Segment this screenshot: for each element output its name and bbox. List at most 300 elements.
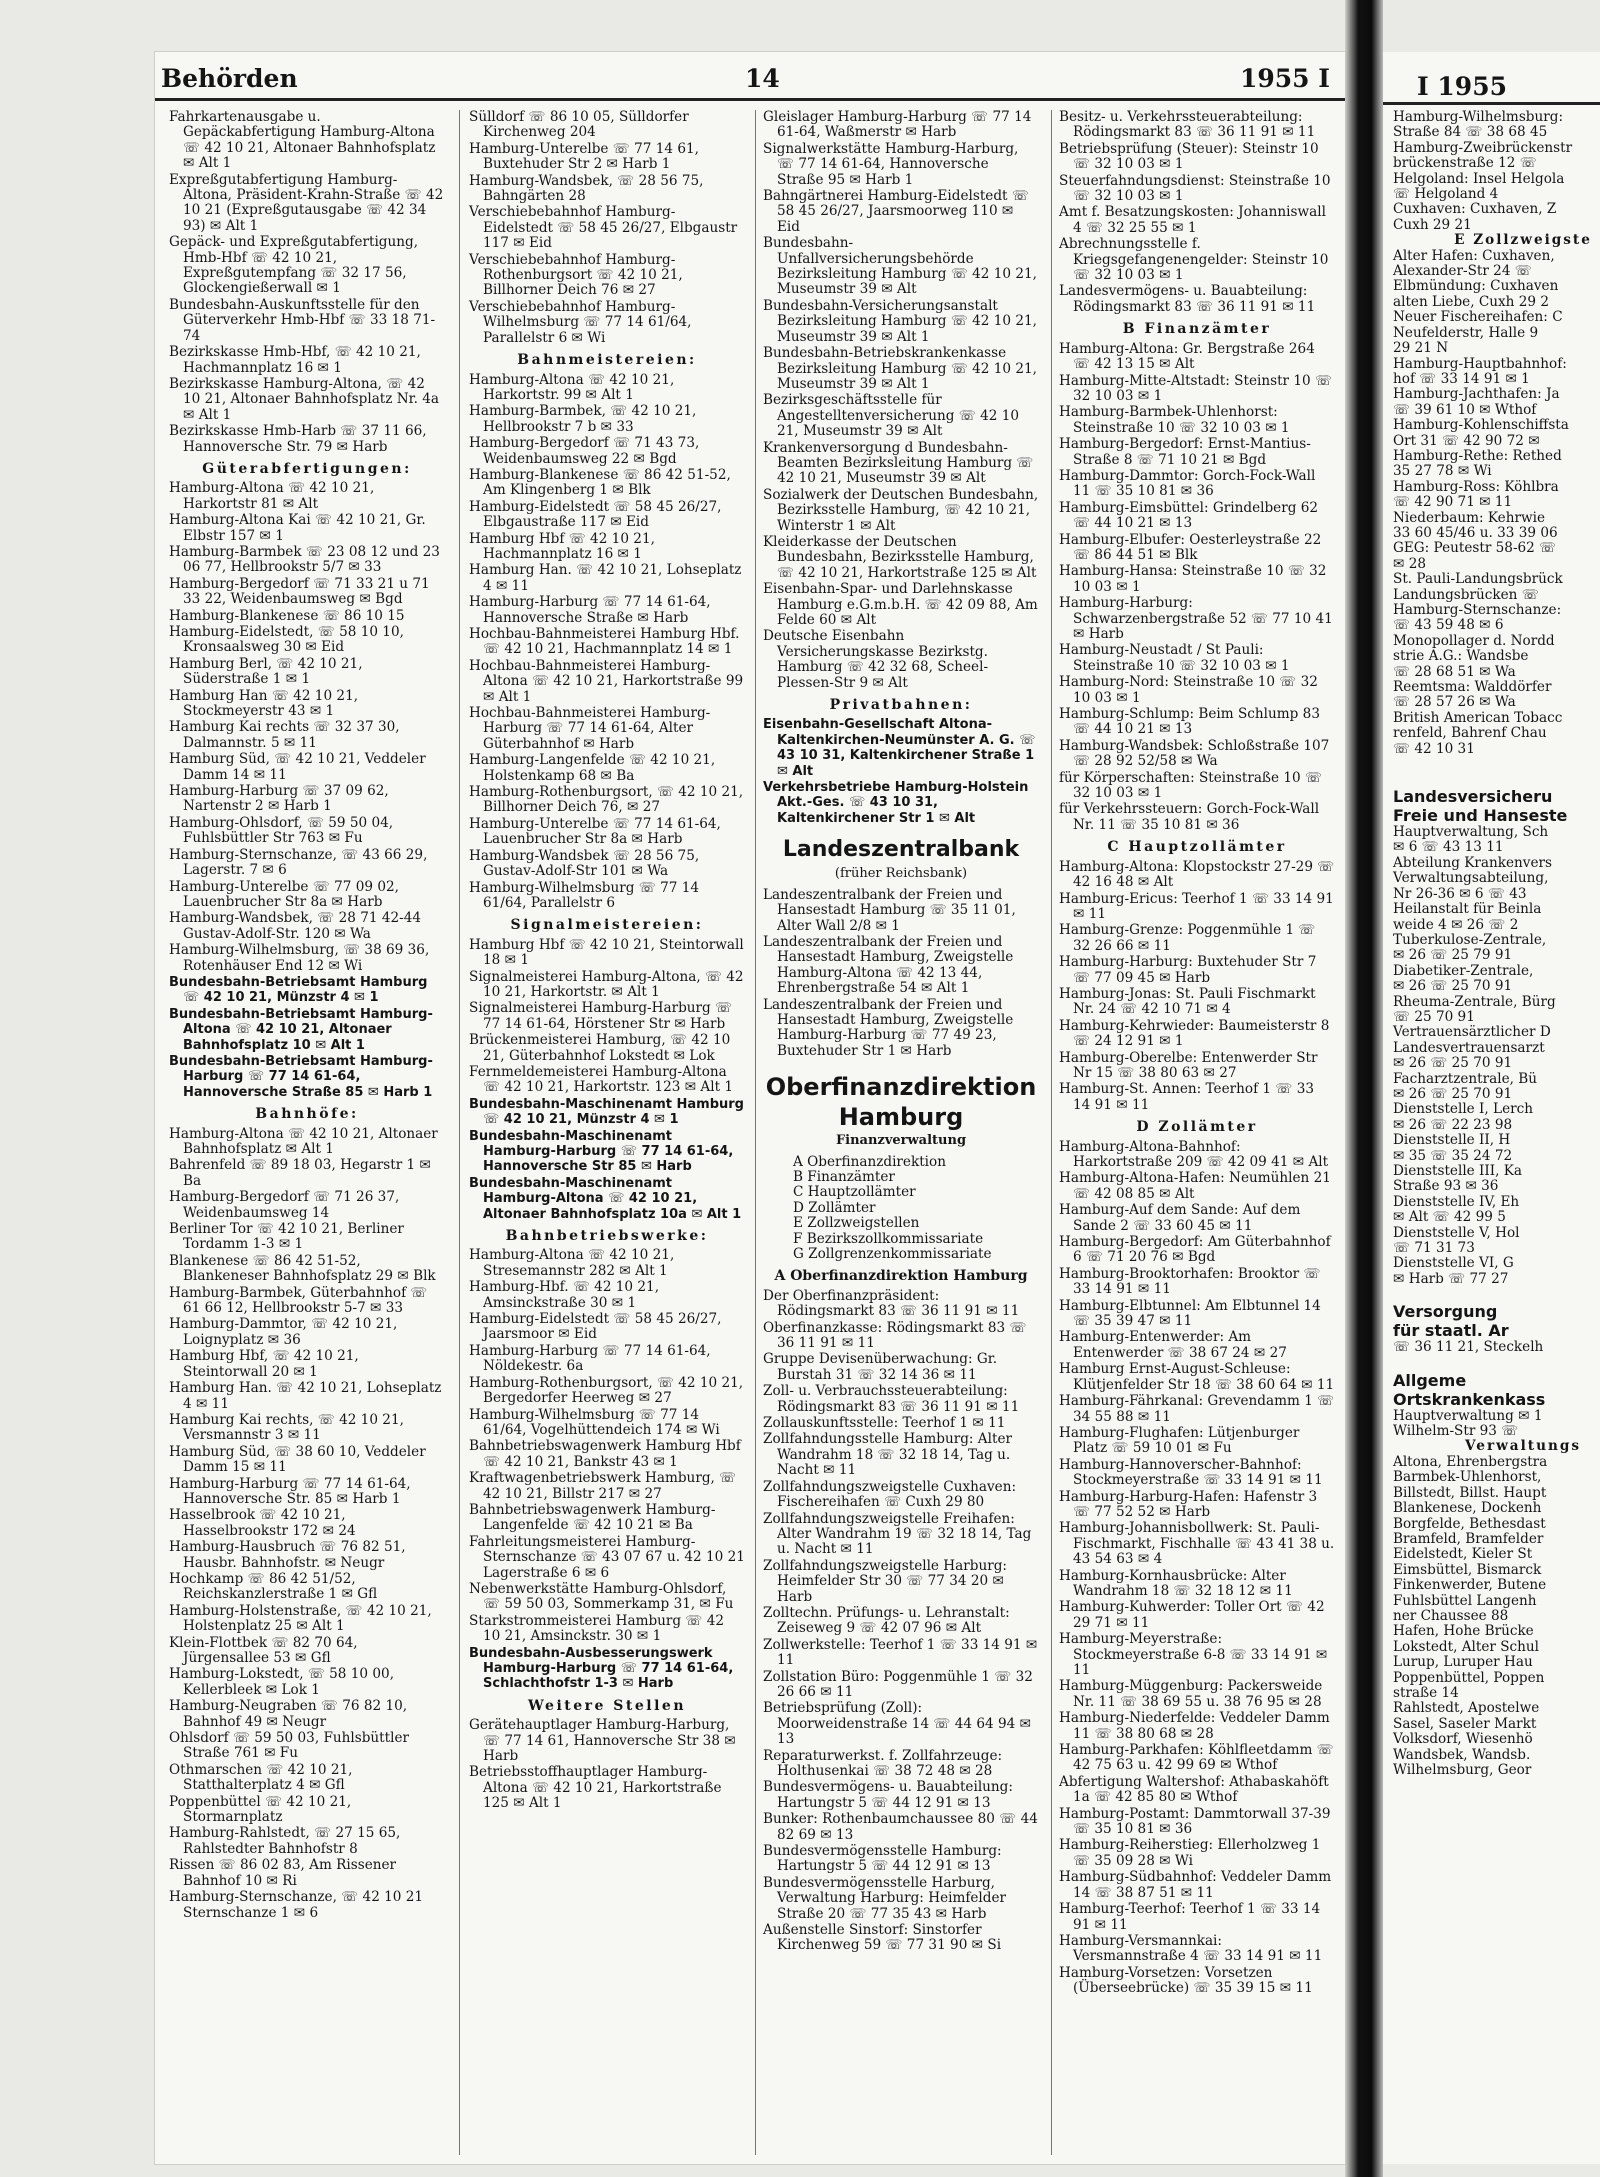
directory-entry: Hamburg Han ☏ 42 10 21, Stockmeyerstr 43 ✉ 1 [169, 687, 359, 720]
directory-entry: Hamburg-Rahlstedt, ☏ 27 15 65, Rahlstedter Bahnhofstr 8 [169, 1825, 401, 1857]
directory-entry: Hamburg-Wilhelmsburg, ☏ 38 69 36, Rotenhäuser End 12 ✉ Wi [169, 942, 430, 974]
directory-entry: Zollfahndungsstelle Hamburg: Alter Wandrahm 18 ☏ 32 18 14, Tag u. Nacht ✉ 11 [763, 1431, 1012, 1479]
section-heading: Güterabfertigungen: [202, 460, 412, 477]
adjacent-entry-fragment: ☏ 71 31 73 [1393, 1240, 1475, 1257]
directory-entry: Hamburg-Rothenburgsort, ☏ 42 10 21, Billhorner Deich 76, ✉ 27 [469, 784, 744, 816]
adjacent-heading: Allgeme [1393, 1370, 1467, 1390]
adjacent-entry-fragment: Dienststelle V, Hol [1393, 1224, 1520, 1241]
adjacent-entry-fragment: Hamburg-Ross: Köhlbra [1393, 478, 1559, 495]
adjacent-entry-fragment: Bramfeld, Bramfelder [1393, 1530, 1544, 1547]
directory-entry: Hochbau-Bahnmeisterei Hamburg-Altona ☏ 42 10 21, Harkortstraße 99 ✉ Alt 1 [469, 657, 744, 705]
adjacent-entry-fragment: ✉ 26 ☏ 25 79 91 [1393, 947, 1513, 964]
adjacent-entry-fragment: renfeld, Bahrenf Chau [1393, 725, 1547, 742]
directory-entry: Hamburg-St. Annen: Teerhof 1 ☏ 33 14 91 ✉ 11 [1059, 1081, 1315, 1113]
adjacent-entry-fragment: Hamburg-Kohlenschiffsta [1393, 417, 1569, 434]
directory-entry: Hamburg Kai rechts, ☏ 42 10 21, Versmannstr 3 ✉ 11 [169, 1411, 404, 1444]
directory-entry: Brückenmeisterei Hamburg, ☏ 42 10 21, Güterbahnhof Lokstedt ✉ Lok [469, 1032, 731, 1064]
page-header-year: 1955 I [1240, 64, 1330, 93]
directory-entry: Zollfahndungszweigstelle Harburg: Heimfelder Str 30 ☏ 77 34 20 ✉ Harb [763, 1557, 1007, 1605]
directory-entry: Hamburg-Versmannkai: Versmannstraße 4 ☏ 33 14 91 ✉ 11 [1059, 1932, 1323, 1965]
directory-entry: Hamburg-Reiherstieg: Ellerholzweg 1 ☏ 35 09 28 ✉ Wi [1059, 1837, 1321, 1869]
adjacent-entry-fragment: Wilhelmsburg, Geor [1393, 1762, 1532, 1778]
directory-entry: Hamburg-Harburg ☏ 37 09 62, Nartenstr 2 ✉ Harb 1 [169, 783, 389, 815]
directory-entry: Sülldorf ☏ 86 10 05, Sülldorfer Kirchenweg 204 [469, 109, 689, 141]
directory-entry: Hamburg-Altona-Hafen: Neumühlen 21 ☏ 42 08 85 ✉ Alt [1059, 1170, 1331, 1202]
directory-entry: Hamburg-Barmbek-Uhlenhorst: Steinstraße 10 ☏ 32 10 03 ✉ 1 [1059, 404, 1290, 436]
directory-entry: Hamburg-Bergedorf: Ernst-Mantius-Straße 8 ☏ 71 10 21 ✉ Bgd [1059, 436, 1311, 468]
directory-entry: Signalmeisterei Hamburg-Altona, ☏ 42 10 21, Harkortstr. ✉ Alt 1 [469, 968, 744, 1000]
directory-entry: Hamburg-Oberelbe: Entenwerder Str Nr 15 ☏ 38 80 63 ✉ 27 [1059, 1049, 1318, 1081]
directory-entry: Hamburg-Schlump: Beim Schlump 83 ☏ 44 10 21 ✉ 13 [1059, 706, 1320, 738]
adjacent-entry-fragment: British American Tobacc [1393, 709, 1563, 726]
directory-entry: Hamburg-Elbtunnel: Am Elbtunnel 14 ☏ 35 39 47 ✉ 11 [1059, 1297, 1321, 1330]
directory-entry: Klein-Flottbek ☏ 82 70 64, Jürgensallee 53 ✉ Gfl [169, 1634, 358, 1666]
directory-entry: Hamburg-Meyerstraße: Stockmeyerstraße 6-8 ☏ 33 14 91 ✉ 11 [1059, 1631, 1328, 1678]
adjacent-entry-fragment: Hamburg-Jachthafen: Ja [1393, 386, 1560, 403]
adjacent-heading: Freie und Hanseste [1393, 806, 1568, 826]
directory-entry: Hamburg-Dammtor, ☏ 42 10 21, Loignyplatz ✉ 36 [169, 1316, 398, 1348]
directory-entry: Gerätehauptlager Hamburg-Harburg, ☏ 77 14 61, Hannoversche Str 38 ✉ Harb [469, 1717, 736, 1765]
directory-entry: Hamburg Ernst-August-Schleuse: Klütjenfelder Str 18 ☏ 38 60 64 ✉ 11 [1059, 1361, 1335, 1393]
adjacent-entry-fragment: Dienststelle II, H [1393, 1132, 1511, 1149]
directory-entry: Fahrleitungsmeisterei Hamburg-Sternschanze ☏ 43 07 67 u. 42 10 21 Lagerstraße 6 ✉ 6 [469, 1533, 745, 1581]
directory-entry: Hamburg-Neugraben ☏ 76 82 10, Bahnhof 49 ✉ Neugr [169, 1698, 408, 1730]
column-divider [459, 110, 460, 2155]
directory-entry: Abrechnungsstelle f. Kriegsgefangenengelder: Steinstr 10 ☏ 32 10 03 ✉ 1 [1059, 236, 1329, 284]
directory-entry: Amt f. Besatzungskosten: Johanniswall 4 ☏ 32 25 55 ✉ 1 [1059, 204, 1326, 236]
directory-entry: Hamburg-Parkhafen: Köhlfleetdamm ☏ 42 75 63 u. 42 99 69 ✉ Wthof [1059, 1742, 1334, 1774]
directory-entry: Berliner Tor ☏ 42 10 21, Berliner Tordamm 1-3 ✉ 1 [169, 1221, 404, 1253]
adjacent-entry-fragment: Dienststelle I, Lerch [1393, 1101, 1533, 1118]
directory-entry: Hamburg-Unterelbe ☏ 77 14 61, Buxtehuder Str 2 ✉ Harb 1 [469, 140, 699, 173]
directory-entry: für Körperschaften: Steinstraße 10 ☏ 32 10 03 ✉ 1 [1059, 769, 1322, 802]
directory-entry: Gleislager Hamburg-Harburg ☏ 77 14 61-64, Waßmerstr ✉ Harb [763, 109, 1032, 141]
adjacent-entry-fragment: Alter Hafen: Cuxhaven, [1393, 247, 1555, 264]
directory-entry: Der Oberfinanzpräsident: Rödingsmarkt 83 ☏ 36 11 91 ✉ 11 [763, 1287, 1020, 1320]
directory-entry: Hamburg-Altona ☏ 42 10 21, Stresemannstr 282 ✉ Alt 1 [469, 1247, 675, 1279]
section-heading: Bahnmeistereien: [517, 352, 697, 369]
lzb-subtitle: (früher Reichsbank) [834, 866, 968, 882]
adjacent-entry-fragment: Altona, Ehrenbergstra [1393, 1453, 1548, 1470]
directory-entry: Hamburg-Barmbek ☏ 23 08 12 und 23 06 77, Hellbrookstr 5/7 ✉ 33 [169, 543, 440, 576]
adjacent-entry-fragment: ✉ 35 ☏ 35 24 72 [1393, 1147, 1513, 1164]
directory-entry: Hamburg-Eidelstedt, ☏ 58 10 10, Kronsaalsweg 30 ✉ Eid [169, 624, 404, 656]
ofd-subtitle: Finanzverwaltung [835, 1133, 967, 1149]
directory-entry: Hamburg-Flughafen: Lütjenburger Platz ☏ 59 10 01 ✉ Fu [1059, 1424, 1300, 1457]
adjacent-header-rule [1383, 102, 1600, 105]
directory-entry: Hamburg-Altona ☏ 42 10 21, Harkortstr 81 ✉ Alt [169, 480, 375, 512]
adjacent-heading: Ortskrankenkass [1393, 1389, 1546, 1409]
directory-entry: Hamburg Hbf ☏ 42 10 21, Hachmannplatz 16 ✉ 1 [469, 530, 655, 562]
ofd-title-line1: Oberfinanzdirektion [765, 1073, 1037, 1102]
directory-entry: Hamburg-Harburg ☏ 77 14 61-64, Hannoversche Str. 85 ✉ Harb 1 [169, 1475, 411, 1507]
directory-entry: für Verkehrssteuern: Gorch-Fock-Wall Nr. 11 ☏ 35 10 81 ✉ 36 [1059, 801, 1320, 833]
adjacent-entry-fragment: Eidelstedt, Kieler St [1393, 1546, 1533, 1563]
adjacent-entry-fragment: weide 4 ✉ 26 ☏ 2 [1393, 916, 1519, 933]
directory-entry: Landeszentralbank der Freien und Hansestadt Hamburg, Zweigstelle Hamburg-Harburg ☏ 77 49 23, Buxtehuder Str 1 ✉ Harb [763, 996, 1014, 1059]
adjacent-entry-fragment: Diabetiker-Zentrale, [1393, 962, 1534, 979]
adjacent-entry-fragment: Dienststelle IV, Eh [1393, 1193, 1520, 1210]
page-number: 14 [745, 64, 780, 93]
ofd-category-item: A Oberfinanzdirektion [793, 1153, 946, 1170]
directory-entry: Deutsche Eisenbahn Versicherungskasse Bezirkstg. Hamburg ☏ 42 32 68, Scheel-Plessen-Str 9 ✉ Alt [763, 628, 989, 691]
adjacent-entry-fragment: Volksdorf, Wiesenhö [1393, 1731, 1533, 1748]
adjacent-entry-fragment: Lokstedt, Alter Schul [1393, 1638, 1540, 1655]
railway-institutions [763, 110, 1039, 826]
adjacent-entry-fragment: ner Chaussee 88 [1393, 1607, 1509, 1624]
adjacent-entry-fragment: ☏ 25 70 91 [1393, 1008, 1475, 1025]
adjacent-entry-fragment: Hamburg-Rethe: Rethed [1393, 447, 1562, 464]
directory-entry: Hamburg-Sternschanze, ☏ 43 66 29, Lagerstr. 7 ✉ 6 [169, 846, 428, 879]
adjacent-entry-fragment: ☏ 28 68 51 ✉ Wa [1393, 663, 1516, 680]
adjacent-entry-fragment: Hamburg-Zweibrückenstr [1393, 139, 1573, 156]
adjacent-entry-fragment: Poppenbüttel, Poppen [1393, 1669, 1545, 1686]
adjacent-entry-fragment: alten Liebe, Cuxh 29 2 [1393, 293, 1550, 310]
directory-entry: Verschiebebahnhof Hamburg-Wilhelmsburg ☏ 77 14 61/64, Parallelstr 6 ✉ Wi [469, 298, 692, 346]
adjacent-entry-fragment: Hauptverwaltung, Sch [1393, 824, 1549, 841]
directory-entry: Landeszentralbank der Freien und Hansestadt Hamburg, Zweigstelle Hamburg-Altona ☏ 42 13 44, Ehrenbergstraße 54 ✉ Alt 1 [763, 933, 1014, 997]
adjacent-entry-fragment: Alexander-Str 24 ☏ [1393, 263, 1532, 280]
header-rule [155, 98, 1345, 101]
directory-entry: Hamburg-Teerhof: Teerhof 1 ☏ 33 14 91 ✉ 11 [1059, 1901, 1321, 1933]
book-gutter [1345, 0, 1383, 2177]
directory-entry: Hamburg-Elbufer: Oesterleystraße 22 ☏ 86 44 51 ✉ Blk [1059, 531, 1322, 563]
directory-entry: Starkstrommeisterei Hamburg ☏ 42 10 21, Amsinckstr. 30 ✉ 1 [469, 1612, 725, 1645]
column-1 [169, 110, 445, 1922]
directory-entry: Hamburg-Barmbek, Güterbahnhof ☏ 61 66 12, Hellbrookstr 5-7 ✉ 33 [169, 1284, 428, 1317]
directory-entry: Hamburg-Wandsbek ☏ 28 56 75, Gustav-Adolf-Str 101 ✉ Wa [469, 847, 700, 880]
adjacent-entry-fragment: Hafen, Hohe Brücke [1393, 1623, 1534, 1640]
adjacent-entry-fragment: Reemtsma: Walddörfer [1393, 679, 1552, 696]
directory-entry: Bundesbahn-Auskunftsstelle für den Güterverkehr Hmb-Hbf ☏ 33 18 71-74 [169, 296, 436, 344]
directory-entry: Betriebsstoffhauptlager Hamburg-Altona ☏ 42 10 21, Harkortstraße 125 ✉ Alt 1 [469, 1764, 722, 1812]
directory-entry: Hamburg-Wilhelmsburg ☏ 77 14 61/64, Vogelhüttendeich 174 ✉ Wi [469, 1406, 720, 1438]
section-heading: Weitere Stellen [527, 1697, 687, 1714]
lzb-entries [763, 888, 1039, 1059]
ofd-category-list [763, 1155, 1039, 1263]
directory-entry: Hasselbrook ☏ 42 10 21, Hasselbrookstr 172 ✉ 24 [169, 1507, 356, 1539]
adjacent-section-heading: Verwaltungs [1465, 1438, 1581, 1455]
adjacent-entry-fragment: Billstedt, Billst. Haupt [1393, 1484, 1547, 1501]
adjacent-entry-fragment: Borgfelde, Bethesdast [1393, 1515, 1546, 1532]
adjacent-entry-fragment: Cuxhaven: Cuxhaven, Z [1393, 201, 1557, 218]
directory-entry: Hamburg-Postamt: Dammtorwall 37-39 ☏ 35 10 81 ✉ 36 [1059, 1805, 1331, 1838]
section-heading: Bahnhöfe: [255, 1106, 359, 1123]
ofd-section-a: A Oberfinanzdirektion Hamburg [774, 1268, 1028, 1285]
section-heading: Bahnbetriebswerke: [505, 1228, 709, 1245]
directory-entry: Kraftwagenbetriebswerk Hamburg, ☏ 42 10 21, Billstr 217 ✉ 27 [469, 1470, 737, 1502]
directory-entry: Zollauskunftsstelle: Teerhof 1 ✉ 11 [763, 1415, 1006, 1432]
directory-entry: Hamburg Süd, ☏ 38 60 10, Veddeler Damm 15 ✉ 11 [169, 1443, 426, 1476]
directory-entry: Hamburg-Ericus: Teerhof 1 ☏ 33 14 91 ✉ 11 [1059, 890, 1334, 922]
adjacent-entry-fragment: straße 14 [1393, 1684, 1459, 1701]
directory-entry: Hamburg-Grenze: Poggenmühle 1 ☏ 32 26 66 ✉ 11 [1059, 922, 1316, 954]
adjacent-entry-fragment: Neufelderstr, Halle 9 [1393, 324, 1539, 341]
adjacent-heading: für staatl. Ar [1393, 1321, 1509, 1341]
adjacent-entry-fragment: Cuxh 29 21 [1393, 216, 1472, 233]
adjacent-entry-fragment: ☏ 28 57 26 ✉ Wa [1393, 694, 1516, 711]
spacer [1393, 1287, 1600, 1302]
adjacent-entry-fragment: Eimsbüttel, Bismarck [1393, 1561, 1542, 1578]
directory-entry: Hamburg-Barmbek, ☏ 42 10 21, Hellbrookstr 7 b ✉ 33 [469, 403, 697, 435]
directory-entry: Hamburg-Jonas: St. Pauli Fischmarkt Nr. 24 ☏ 42 10 71 ✉ 4 [1059, 985, 1316, 1018]
directory-entry: Hamburg-Fährkanal: Grevendamm 1 ☏ 34 55 88 ✉ 11 [1059, 1393, 1335, 1425]
directory-entry: Bundesbahn-Versicherungsanstalt Bezirksleitung Hamburg ☏ 42 10 21, Museumstr 39 ✉ Alt 1 [763, 297, 1037, 345]
directory-entry: Hamburg-Hannoverscher-Bahnhof: Stockmeyerstraße ☏ 33 14 91 ✉ 11 [1059, 1456, 1323, 1489]
adjacent-entry-fragment: ☏ 43 59 48 ✉ 6 [1393, 617, 1504, 634]
directory-entry: Bundesvermögens- u. Bauabteilung: Hartungstr 5 ☏ 44 12 91 ✉ 13 [763, 1779, 1013, 1811]
directory-entry: Hamburg-Bergedorf ☏ 71 43 73, Weidenbaumsweg 22 ✉ Bgd [469, 435, 700, 467]
directory-entry: Außenstelle Sinstorf: Sinstorfer Kirchenweg 59 ☏ 77 31 90 ✉ Si [763, 1922, 1002, 1954]
adjacent-entry-fragment: ✉ 28 [1393, 555, 1427, 572]
directory-entry: Hamburg Han. ☏ 42 10 21, Lohseplatz 4 ✉ 11 [169, 1380, 442, 1412]
directory-entry: Hamburg-Kuhwerder: Toller Ort ☏ 42 29 71 ✉ 11 [1059, 1599, 1325, 1631]
directory-entry: Hamburg-Dammtor: Gorch-Fock-Wall 11 ☏ 35 10 81 ✉ 36 [1059, 467, 1316, 500]
adjacent-entry-fragment: ☏ 39 61 10 ✉ Wthof [1393, 401, 1537, 418]
adjacent-entry-fragment: Lurup, Luruper Hau [1393, 1654, 1533, 1671]
ofd-category-item: C Hauptzollämter [793, 1184, 916, 1201]
adjacent-page [1383, 52, 1600, 2164]
directory-entry: Zollfahndungszweigstelle Cuxhaven: Fischereihafen ☏ Cuxh 29 80 [763, 1478, 1017, 1511]
directory-entry: Expreßgutabfertigung Hamburg-Altona, Präsident-Krahn-Straße ☏ 42 10 21 (Expreßgutausgabe ☏ 42 34 93) ✉ Alt 1 [169, 171, 444, 234]
adjacent-entry-fragment: ☏ 42 10 31 [1393, 740, 1475, 757]
column-2 [469, 110, 745, 1813]
directory-entry: Zollstation Büro: Poggenmühle 1 ☏ 32 26 66 ✉ 11 [763, 1668, 1033, 1700]
directory-entry: Hamburg-Mitte-Altstadt: Steinstr 10 ☏ 32 10 03 ✉ 1 [1059, 372, 1332, 404]
adjacent-entry-fragment: ✉ 26 ☏ 25 70 91 [1393, 1085, 1513, 1102]
directory-entry: Hamburg Hbf ☏ 42 10 21, Steintorwall 18 ✉ 1 [469, 936, 744, 969]
section-heading: D Zollämter [1136, 1119, 1258, 1136]
directory-entry: Betriebsprüfung (Zoll): Moorweidenstraße 14 ☏ 44 64 94 ✉ 13 [763, 1700, 1031, 1748]
directory-entry: Hamburg-Hbf. ☏ 42 10 21, Amsinckstraße 30 ✉ 1 [469, 1279, 660, 1311]
directory-entry: Blankenese ☏ 86 42 51-52, Blankeneser Bahnhofsplatz 29 ✉ Blk [169, 1252, 436, 1285]
adjacent-entry-fragment: GEG: Peutestr 58-62 ☏ [1393, 540, 1557, 557]
directory-entry: Nebenwerkstätte Hamburg-Ohlsdorf, ☏ 59 50 03, Sommerkamp 31, ✉ Fu [469, 1580, 734, 1613]
directory-entry: Bahnbetriebswagenwerk Hamburg Hbf ☏ 42 10 21, Bankstr 43 ✉ 1 [469, 1438, 741, 1470]
adjacent-entry-fragment: Vertrauensärztlicher D [1393, 1024, 1551, 1041]
directory-entry-bold: Eisenbahn-Gesellschaft Altona-Kaltenkirchen-Neumünster A. G. ☏ 43 10 31, Kaltenkirchener Straße 1 ✉ Alt [763, 717, 1036, 779]
adjacent-entry-fragment: Hamburg-Hauptbahnhof: [1393, 355, 1567, 372]
directory-entry-bold: Bundesbahn-Maschinenamt Hamburg ☏ 42 10 21, Münzstr 4 ✉ 1 [469, 1096, 744, 1128]
directory-entry: Verschiebebahnhof Hamburg-Rothenburgsort ☏ 42 10 21, Billhorner Deich 76 ✉ 27 [469, 251, 683, 299]
directory-entry: Hamburg-Bergedorf ☏ 71 26 37, Weidenbaumsweg 14 [169, 1189, 400, 1221]
directory-entry: Hamburg-Johannisbollwerk: St. Pauli-Fischmarkt, Fischhalle ☏ 43 41 38 u. 43 54 63 ✉ 4 [1059, 1520, 1335, 1568]
directory-entry: Hamburg-Hausbruch ☏ 76 82 51, Hausbr. Bahnhofstr. ✉ Neugr [169, 1539, 406, 1571]
directory-entry: Fernmeldemeisterei Hamburg-Altona ☏ 42 10 21, Harkortstr. 123 ✉ Alt 1 [469, 1063, 733, 1096]
directory-entry: Landeszentralbank der Freien und Hansestadt Hamburg ☏ 35 11 01, Alter Wall 2/8 ✉ 1 [763, 886, 1016, 934]
directory-entry: Othmarschen ☏ 42 10 21, Statthalterplatz 4 ✉ Gfl [169, 1761, 353, 1794]
directory-entry: Bundesvermögensstelle Hamburg: Hartungstr 5 ☏ 44 12 91 ✉ 13 [763, 1843, 1002, 1875]
directory-entry: Ohlsdorf ☏ 59 50 03, Fuhlsbüttler Straße 761 ✉ Fu [169, 1730, 409, 1762]
directory-entry: Hamburg-Entenwerder: Am Entenwerder ☏ 38 67 24 ✉ 27 [1059, 1329, 1287, 1361]
adjacent-entry-fragment: Wandsbek, Wandsb. [1393, 1746, 1531, 1763]
directory-entry: Hamburg-Niederfelde: Veddeler Damm 11 ☏ 38 80 68 ✉ 28 [1059, 1710, 1330, 1742]
directory-entry: Hamburg-Altona: Klopstockstr 27-29 ☏ 42 16 48 ✉ Alt [1059, 858, 1335, 891]
adjacent-entry-fragment: Finkenwerder, Butene [1393, 1577, 1547, 1594]
directory-entry: Bahnbetriebswagenwerk Hamburg-Langenfelde ☏ 42 10 21 ✉ Ba [469, 1501, 716, 1534]
adjacent-page-column [1393, 110, 1600, 1778]
directory-entry-bold: Bundesbahn-Maschinenamt Hamburg-Altona ☏ 42 10 21, Altonaer Bahnhofsplatz 10a ✉ Alt 1 [469, 1175, 742, 1222]
directory-entry: Krankenversorgung d Bundesbahn-Beamten Bezirksleitung Hamburg ☏ 42 10 21, Museumstr 39 ✉ Alt [763, 439, 1034, 487]
adjacent-entry-fragment: Nr 26-36 ✉ 6 ☏ 43 [1393, 885, 1527, 902]
adjacent-entry-fragment: 29 21 N [1393, 340, 1449, 357]
section-heading: C Hauptzollämter [1107, 839, 1287, 856]
directory-entry: Hamburg-Blankenese ☏ 86 10 15 [169, 607, 405, 624]
adjacent-entry-fragment: Facharztzentrale, Bü [1393, 1070, 1538, 1087]
adjacent-entry-fragment: Hamburg-Sternschanze: [1393, 602, 1562, 618]
adjacent-heading: Landesversicheru [1393, 787, 1553, 807]
adjacent-entry-fragment: Rahlstedt, Apostelwe [1393, 1700, 1540, 1717]
directory-entry: Hamburg-Altona-Bahnhof: Harkortstraße 209 ☏ 42 09 41 ✉ Alt [1059, 1138, 1329, 1170]
adjacent-entry-fragment: Neuer Fischereihafen: C [1393, 309, 1563, 326]
directory-entry: Hamburg-Harburg-Hafen: Hafenstr 3 ☏ 77 52 52 ✉ Harb [1059, 1488, 1318, 1520]
adjacent-entry-fragment: hof ☏ 33 14 91 ✉ 1 [1393, 370, 1530, 387]
adjacent-entry-fragment: Verwaltungsabteilung, [1393, 870, 1549, 887]
adjacent-entry-fragment: Blankenese, Dockenh [1393, 1500, 1542, 1517]
directory-entry: Hamburg-Rothenburgsort, ☏ 42 10 21, Bergedorfer Heerweg ✉ 27 [469, 1374, 744, 1407]
adjacent-entry-fragment: ✉ 26 ☏ 25 70 91 [1393, 978, 1513, 995]
adjacent-entry-fragment: Hauptverwaltung ✉ 1 [1393, 1407, 1543, 1424]
directory-entry: Landesvermögens- u. Bauabteilung: Rödingsmarkt 83 ☏ 36 11 91 ✉ 11 [1059, 283, 1316, 315]
directory-entry: Steuerfahndungsdienst: Steinstraße 10 ☏ 32 10 03 ✉ 1 [1059, 172, 1331, 205]
directory-entry: Verschiebebahnhof Hamburg-Eidelstedt ☏ 58 45 26/27, Elbgaustr 117 ✉ Eid [469, 204, 738, 252]
directory-entry: Hamburg-Wandsbek: Schloßstraße 107 ☏ 28 92 52/58 ✉ Wa [1059, 737, 1330, 770]
column-divider [755, 110, 756, 2155]
directory-entry: Hamburg Süd, ☏ 42 10 21, Veddeler Damm 14 ✉ 11 [169, 751, 426, 783]
directory-entry: Hamburg-Ohlsdorf, ☏ 59 50 04, Fuhlsbüttler Str 763 ✉ Fu [169, 814, 394, 847]
directory-entry: Hamburg-Bergedorf: Am Güterbahnhof 6 ☏ 71 20 76 ✉ Bgd [1059, 1234, 1331, 1266]
adjacent-entry-fragment: Monopollager d. Nordd [1393, 632, 1555, 649]
directory-entry: Hamburg Berl, ☏ 42 10 21, Süderstraße 1 ✉ 1 [169, 655, 363, 688]
directory-entry: Rissen ☏ 86 02 83, Am Rissener Bahnhof 10 ✉ Ri [169, 1857, 397, 1889]
adjacent-entry-fragment: Sasel, Saseler Markt [1393, 1715, 1537, 1732]
adjacent-entry-fragment: ✉ 26 ☏ 22 23 98 [1393, 1116, 1513, 1133]
directory-entry: Zollwerkstelle: Teerhof 1 ☏ 33 14 91 ✉ 11 [763, 1636, 1038, 1669]
adjacent-entry-fragment: Abteilung Krankenvers [1393, 854, 1553, 871]
section-heading: Signalmeistereien: [510, 917, 704, 934]
directory-entry: Bahngärtnerei Hamburg-Eidelstedt ☏ 58 45 26/27, Jaarsmoorweg 110 ✉ Eid [763, 188, 1029, 235]
directory-entry: Fahrkartenausgabe u. Gepäckabfertigung Hamburg-Altona ☏ 42 10 21, Altonaer Bahnhofsplatz ✉ Alt 1 [169, 109, 436, 172]
directory-entry: Hamburg-Holstenstraße, ☏ 42 10 21, Holstenplatz 25 ✉ Alt 1 [169, 1602, 432, 1635]
directory-entry: Bundesvermögensstelle Harburg, Verwaltung Harburg: Heimfelder Straße 20 ☏ 77 35 43 ✉ Harb [763, 1874, 1007, 1922]
directory-entry: Bahrenfeld ☏ 89 18 03, Hegarstr 1 ✉ Ba [169, 1157, 431, 1189]
lzb-title: Landeszentralbank [782, 837, 1020, 863]
directory-entry: Hamburg-Altona ☏ 42 10 21, Altonaer Bahnhofsplatz ✉ Alt 1 [169, 1125, 438, 1157]
directory-entry: Hamburg-Eidelstedt ☏ 58 45 26/27, Jaarsmoor ✉ Eid [469, 1311, 722, 1343]
adjacent-entry-fragment: Straße 93 ✉ 36 [1393, 1178, 1499, 1195]
adjacent-entry-fragment: Dienststelle VI, G [1393, 1255, 1514, 1272]
directory-entry: Hamburg-Wandsbek, ☏ 28 56 75, Bahngärten 28 [469, 172, 704, 205]
adjacent-entry-fragment: Landungsbrücken ☏ [1393, 586, 1539, 603]
directory-entry: Hamburg-Harburg ☏ 77 14 61-64, Nöldekestr. 6a [469, 1342, 711, 1375]
directory-entry-bold: Bundesbahn-Betriebsamt Hamburg-Harburg ☏ 77 14 61-64, Hannoversche Straße 85 ✉ Harb 1 [169, 1053, 433, 1100]
directory-entry: Bundesbahn-Unfallversicherungsbehörde Bezirksleitung Hamburg ☏ 42 10 21, Museumstr 39 ✉ Alt [763, 235, 1037, 298]
adjacent-entry-fragment: ✉ 26 ☏ 25 70 91 [1393, 1055, 1513, 1072]
section-heading: Privatbahnen: [829, 697, 973, 714]
adjacent-entry-fragment: Dienststelle III, Ka [1393, 1163, 1523, 1179]
ofd-category-item: E Zollzweigstellen [793, 1215, 920, 1232]
directory-entry: Hamburg-Auf dem Sande: Auf dem Sande 2 ☏ 33 60 45 ✉ 11 [1059, 1202, 1301, 1234]
directory-entry: Signalmeisterei Hamburg-Harburg ☏ 77 14 61-64, Hörstener Str ✉ Harb [469, 1000, 733, 1032]
adjacent-entry-fragment: ☏ Helgoland 4 [1393, 186, 1499, 203]
directory-entry: Hamburg-Kornhausbrücke: Alter Wandrahm 18 ☏ 32 18 12 ✉ 11 [1059, 1567, 1293, 1599]
ofd-entries [763, 1289, 1039, 1954]
adjacent-heading: Versorgung [1393, 1302, 1498, 1322]
directory-entry: Hamburg-Langenfelde ☏ 42 10 21, Holstenkamp 68 ✉ Ba [469, 752, 716, 784]
ofd-category-item: D Zollämter [793, 1199, 876, 1216]
directory-entry: Hochbau-Bahnmeisterei Hamburg Hbf. ☏ 42 10 21, Hachmannplatz 14 ✉ 1 [469, 626, 740, 658]
adjacent-entry-fragment: ✉ Harb ☏ 77 27 [1393, 1270, 1509, 1287]
adjacent-entry-fragment: Rheuma-Zentrale, Bürg [1393, 993, 1556, 1010]
directory-entry: Hamburg-Altona ☏ 42 10 21, Harkortstr. 99 ✉ Alt 1 [469, 371, 675, 403]
directory-entry: Hochbau-Bahnmeisterei Hamburg-Harburg ☏ 77 14 61-64, Alter Güterbahnhof ✉ Harb [469, 705, 711, 752]
directory-entry: Hamburg-Wandsbek, ☏ 28 71 42-44 Gustav-Adolf-Str. 120 ✉ Wa [169, 910, 422, 942]
adjacent-entry-fragment: Elbmündung: Cuxhaven [1393, 278, 1559, 295]
ofd-title-line2: Hamburg [838, 1103, 964, 1132]
directory-entry: Hamburg-Bergedorf ☏ 71 33 21 u 71 33 22, Weidenbaumsweg ✉ Bgd [169, 575, 430, 608]
directory-entry: Gepäck- und Expreßgutabfertigung, Hmb-Hbf ☏ 42 10 21, Expreßgutempfang ☏ 32 17 56, Glockengießerwall ✉ 1 [169, 234, 419, 297]
adjacent-entry-fragment: Hamburg-Wilhelmsburg: [1393, 109, 1564, 125]
adjacent-entry-fragment: Helgoland: Insel Helgola [1393, 170, 1565, 187]
adjacent-entry-fragment: St. Pauli-Landungsbrück [1393, 571, 1563, 588]
directory-entry: Hamburg-Altona Kai ☏ 42 10 21, Gr. Elbstr 157 ✉ 1 [169, 512, 426, 544]
column-divider [1051, 110, 1052, 2155]
directory-entry: Abfertigung Waltershof: Athabaskahöft 1a ☏ 42 85 80 ✉ Wthof [1059, 1773, 1329, 1806]
adjacent-entry-fragment: Wilhelm-Str 93 ☏ [1393, 1423, 1519, 1440]
directory-entry: Hamburg-Eimsbüttel: Grindelberg 62 ☏ 44 10 21 ✉ 13 [1059, 499, 1319, 532]
directory-entry-bold: Verkehrsbetriebe Hamburg-Holstein Akt.-Ges. ☏ 43 10 31, Kaltenkirchener Str 1 ✉ Alt [763, 780, 1029, 826]
directory-entry: Hamburg-Sternschanze, ☏ 42 10 21 Sternschanze 1 ✉ 6 [169, 1889, 424, 1921]
directory-entry: Hamburg-Vorsetzen: Vorsetzen (Überseebrücke) ☏ 35 39 15 ✉ 11 [1059, 1964, 1313, 1997]
ofd-category-item: B Finanzämter [793, 1168, 895, 1185]
directory-entry: Hamburg-Harburg ☏ 77 14 61-64, Hannoversche Straße ✉ Harb [469, 594, 711, 626]
adjacent-entry-fragment: ✉ Alt ☏ 42 99 5 [1393, 1209, 1506, 1226]
adjacent-entry-fragment: 35 27 78 ✉ Wi [1393, 463, 1492, 480]
adjacent-entry-fragment: Heilanstalt für Beinla [1393, 901, 1542, 918]
directory-entry: Hamburg-Wilhelmsburg ☏ 77 14 61/64, Parallelstr 6 [469, 879, 700, 911]
directory-page [155, 52, 1345, 2164]
adjacent-entry-fragment: Niederbaum: Kehrwie [1393, 509, 1546, 526]
directory-entry: Hamburg-Harburg: Buxtehuder Str 7 ☏ 77 09 45 ✉ Harb [1059, 954, 1317, 986]
adjacent-entry-fragment: ✉ 6 ☏ 43 13 11 [1393, 839, 1504, 856]
directory-entry: Kleiderkasse der Deutschen Bundesbahn, Bezirksstelle Hamburg, ☏ 42 10 21, Harkortstraße 125 ✉ Alt [763, 533, 1037, 581]
directory-entry: Hamburg Hbf, ☏ 42 10 21, Steintorwall 20 ✉ 1 [169, 1348, 359, 1380]
directory-entry: Hamburg-Südbahnhof: Veddeler Damm 14 ☏ 38 87 51 ✉ 11 [1059, 1869, 1332, 1901]
column-4 [1059, 110, 1335, 1998]
adjacent-entry-fragment: Ort 31 ☏ 42 90 72 ✉ [1393, 432, 1540, 449]
directory-entry: Hamburg-Müggenburg: Packersweide Nr. 11 ☏ 38 69 55 u. 38 76 95 ✉ 28 [1059, 1678, 1323, 1710]
adjacent-entry-fragment: brückenstraße 12 ☏ [1393, 155, 1537, 172]
spacer [1393, 772, 1600, 787]
adjacent-entry-fragment: ☏ 42 90 71 ✉ 11 [1393, 494, 1513, 511]
adjacent-entry-fragment: Fuhlsbüttel Langenh [1393, 1592, 1537, 1609]
directory-entry-bold: Bundesbahn-Maschinenamt Hamburg-Harburg ☏ 77 14 61-64, Hannoversche Str 85 ✉ Harb [469, 1128, 734, 1175]
directory-entry: Bezirkskasse Hmb-Harb ☏ 37 11 66, Hannoversche Str. 79 ✉ Harb [169, 423, 427, 455]
directory-entry: Bezirkskasse Hmb-Hbf, ☏ 42 10 21, Hachmannplatz 16 ✉ 1 [169, 344, 421, 376]
directory-entry-bold: Bundesbahn-Betriebsamt Hamburg ☏ 42 10 21, Münzstr 4 ✉ 1 [169, 974, 428, 1006]
directory-entry: Bunker: Rothenbaumchaussee 80 ☏ 44 82 69 ✉ 13 [763, 1811, 1038, 1843]
adjacent-entry-fragment: strie A.G.: Wandsbe [1393, 648, 1529, 665]
directory-entry: Hochkamp ☏ 86 42 51/52, Reichskanzlerstraße 1 ✉ Gfl [169, 1570, 378, 1603]
directory-entry: Hamburg-Hansa: Steinstraße 10 ☏ 32 10 03 ✉ 1 [1059, 563, 1327, 595]
adjacent-entry-fragment: 33 60 45/46 u. 33 39 06 [1393, 524, 1558, 541]
adjacent-entry-fragment: Landesvertrauensarzt [1393, 1039, 1545, 1056]
ofd-category-item: F Bezirkszollkommissariate [793, 1230, 984, 1247]
directory-entry: Zollfahndungszweigstelle Freihafen: Alter Wandrahm 19 ☏ 32 18 14, Tag u. Nacht ✉ 11 [763, 1510, 1032, 1558]
directory-entry: Hamburg Kai rechts ☏ 32 37 30, Dalmannstr. 5 ✉ 11 [169, 719, 400, 751]
directory-entry: Eisenbahn-Spar- und Darlehnskasse Hamburg e.G.m.b.H. ☏ 42 09 88, Am Felde 60 ✉ Alt [763, 581, 1038, 628]
directory-entry: Hamburg Han. ☏ 42 10 21, Lohseplatz 4 ✉ 11 [469, 562, 742, 594]
